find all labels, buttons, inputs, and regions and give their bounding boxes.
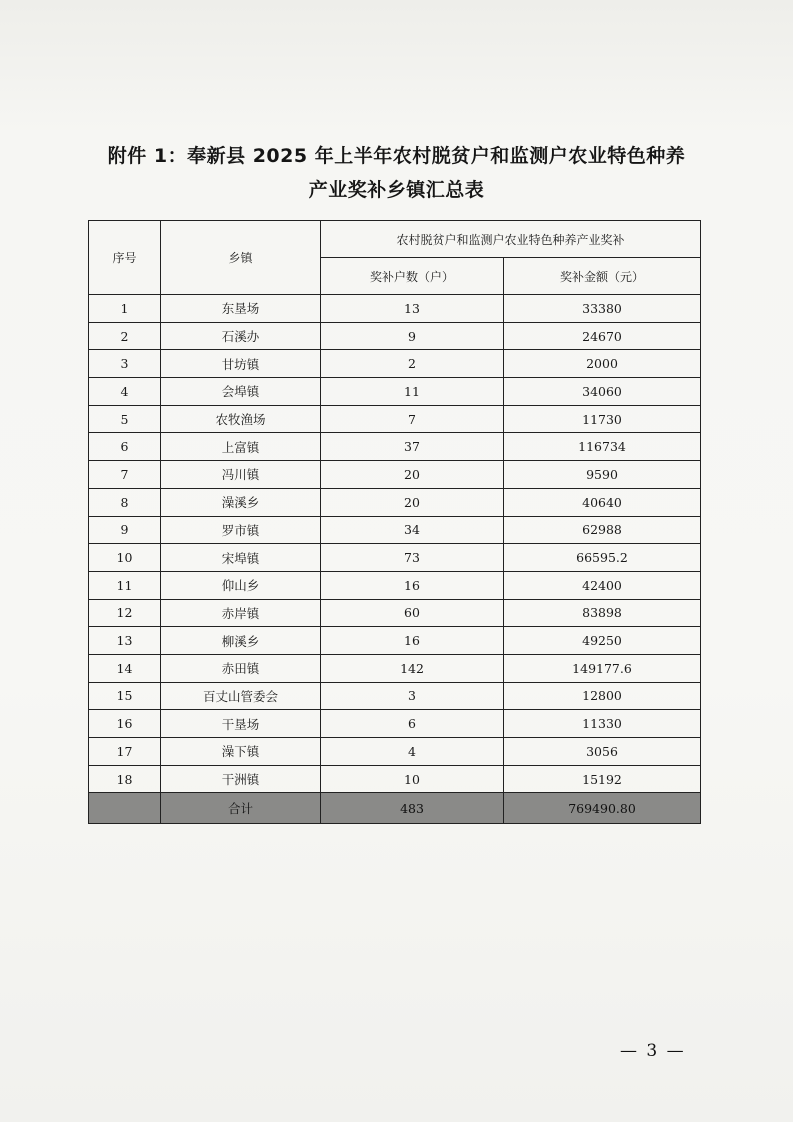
table-row — [89, 627, 701, 655]
cell-index: 1 — [89, 295, 161, 323]
table-row — [89, 461, 701, 489]
cell-households: 37 — [321, 433, 504, 461]
cell-households: 4 — [321, 738, 504, 766]
cell-amount: 62988 — [504, 516, 701, 544]
cell-index: 11 — [89, 571, 161, 599]
cell-households: 16 — [321, 571, 504, 599]
header-township: 乡镇 — [161, 221, 321, 295]
total-households: 483 — [321, 793, 504, 824]
cell-households: 16 — [321, 627, 504, 655]
table-body — [89, 295, 701, 824]
header-group: 农村脱贫户和监测户农业特色种养产业奖补 — [321, 221, 701, 258]
cell-index: 6 — [89, 433, 161, 461]
table-row — [89, 433, 701, 461]
cell-index: 17 — [89, 738, 161, 766]
cell-households: 20 — [321, 488, 504, 516]
cell-index: 9 — [89, 516, 161, 544]
cell-index: 2 — [89, 322, 161, 350]
table-row — [89, 682, 701, 710]
cell-households: 142 — [321, 654, 504, 682]
cell-amount: 12800 — [504, 682, 701, 710]
cell-township: 澡下镇 — [161, 738, 321, 766]
cell-amount: 42400 — [504, 571, 701, 599]
cell-households: 20 — [321, 461, 504, 489]
table-row — [89, 378, 701, 406]
cell-amount: 66595.2 — [504, 544, 701, 572]
table-row — [89, 405, 701, 433]
cell-index: 8 — [89, 488, 161, 516]
header-amount: 奖补金额（元） — [504, 258, 701, 295]
cell-township: 百丈山管委会 — [161, 682, 321, 710]
cell-households: 73 — [321, 544, 504, 572]
cell-households: 34 — [321, 516, 504, 544]
cell-index: 12 — [89, 599, 161, 627]
total-row — [89, 793, 701, 824]
cell-amount: 149177.6 — [504, 654, 701, 682]
cell-amount: 83898 — [504, 599, 701, 627]
cell-index: 13 — [89, 627, 161, 655]
table-row — [89, 322, 701, 350]
cell-households: 10 — [321, 765, 504, 793]
cell-township: 赤岸镇 — [161, 599, 321, 627]
table-row — [89, 738, 701, 766]
cell-township: 仰山乡 — [161, 571, 321, 599]
cell-township: 赤田镇 — [161, 654, 321, 682]
cell-index: 15 — [89, 682, 161, 710]
table-row — [89, 350, 701, 378]
cell-households: 3 — [321, 682, 504, 710]
total-amount: 769490.80 — [504, 793, 701, 824]
cell-township: 东垦场 — [161, 295, 321, 323]
cell-index: 10 — [89, 544, 161, 572]
cell-households: 11 — [321, 378, 504, 406]
total-label: 合计 — [161, 793, 321, 824]
cell-amount: 116734 — [504, 433, 701, 461]
cell-index: 14 — [89, 654, 161, 682]
cell-township: 澡溪乡 — [161, 488, 321, 516]
cell-index: 7 — [89, 461, 161, 489]
cell-index: 18 — [89, 765, 161, 793]
table-row — [89, 544, 701, 572]
total-index-cell — [89, 793, 161, 824]
cell-index: 4 — [89, 378, 161, 406]
document-title-line-1: 附件 1：奉新县 2025 年上半年农村脱贫户和监测户农业特色种养 — [107, 145, 686, 167]
cell-township: 石溪办 — [161, 322, 321, 350]
cell-amount: 11330 — [504, 710, 701, 738]
cell-households: 9 — [321, 322, 504, 350]
cell-amount: 2000 — [504, 350, 701, 378]
cell-township: 农牧渔场 — [161, 405, 321, 433]
subsidy-summary-table — [88, 220, 701, 824]
cell-township: 罗市镇 — [161, 516, 321, 544]
cell-township: 上富镇 — [161, 433, 321, 461]
cell-amount: 49250 — [504, 627, 701, 655]
table-row — [89, 295, 701, 323]
cell-households: 13 — [321, 295, 504, 323]
table-row — [89, 599, 701, 627]
header-index: 序号 — [89, 221, 161, 295]
cell-amount: 34060 — [504, 378, 701, 406]
cell-township: 甘坊镇 — [161, 350, 321, 378]
cell-index: 3 — [89, 350, 161, 378]
page-number: — 3 — — [620, 1041, 686, 1061]
cell-households: 60 — [321, 599, 504, 627]
cell-index: 16 — [89, 710, 161, 738]
header-households: 奖补户数（户） — [321, 258, 504, 295]
cell-amount: 15192 — [504, 765, 701, 793]
table-row — [89, 654, 701, 682]
table-row — [89, 765, 701, 793]
cell-township: 干垦场 — [161, 710, 321, 738]
cell-township: 会埠镇 — [161, 378, 321, 406]
cell-amount: 9590 — [504, 461, 701, 489]
cell-households: 7 — [321, 405, 504, 433]
cell-amount: 40640 — [504, 488, 701, 516]
table-row — [89, 516, 701, 544]
cell-amount: 3056 — [504, 738, 701, 766]
cell-index: 5 — [89, 405, 161, 433]
cell-township: 干洲镇 — [161, 765, 321, 793]
cell-amount: 11730 — [504, 405, 701, 433]
cell-households: 6 — [321, 710, 504, 738]
cell-township: 宋埠镇 — [161, 544, 321, 572]
table-row — [89, 488, 701, 516]
cell-amount: 33380 — [504, 295, 701, 323]
table-row — [89, 571, 701, 599]
document-title-line-2: 产业奖补乡镇汇总表 — [308, 179, 485, 201]
cell-township: 冯川镇 — [161, 461, 321, 489]
cell-households: 2 — [321, 350, 504, 378]
table-row — [89, 710, 701, 738]
cell-amount: 24670 — [504, 322, 701, 350]
cell-township: 柳溪乡 — [161, 627, 321, 655]
